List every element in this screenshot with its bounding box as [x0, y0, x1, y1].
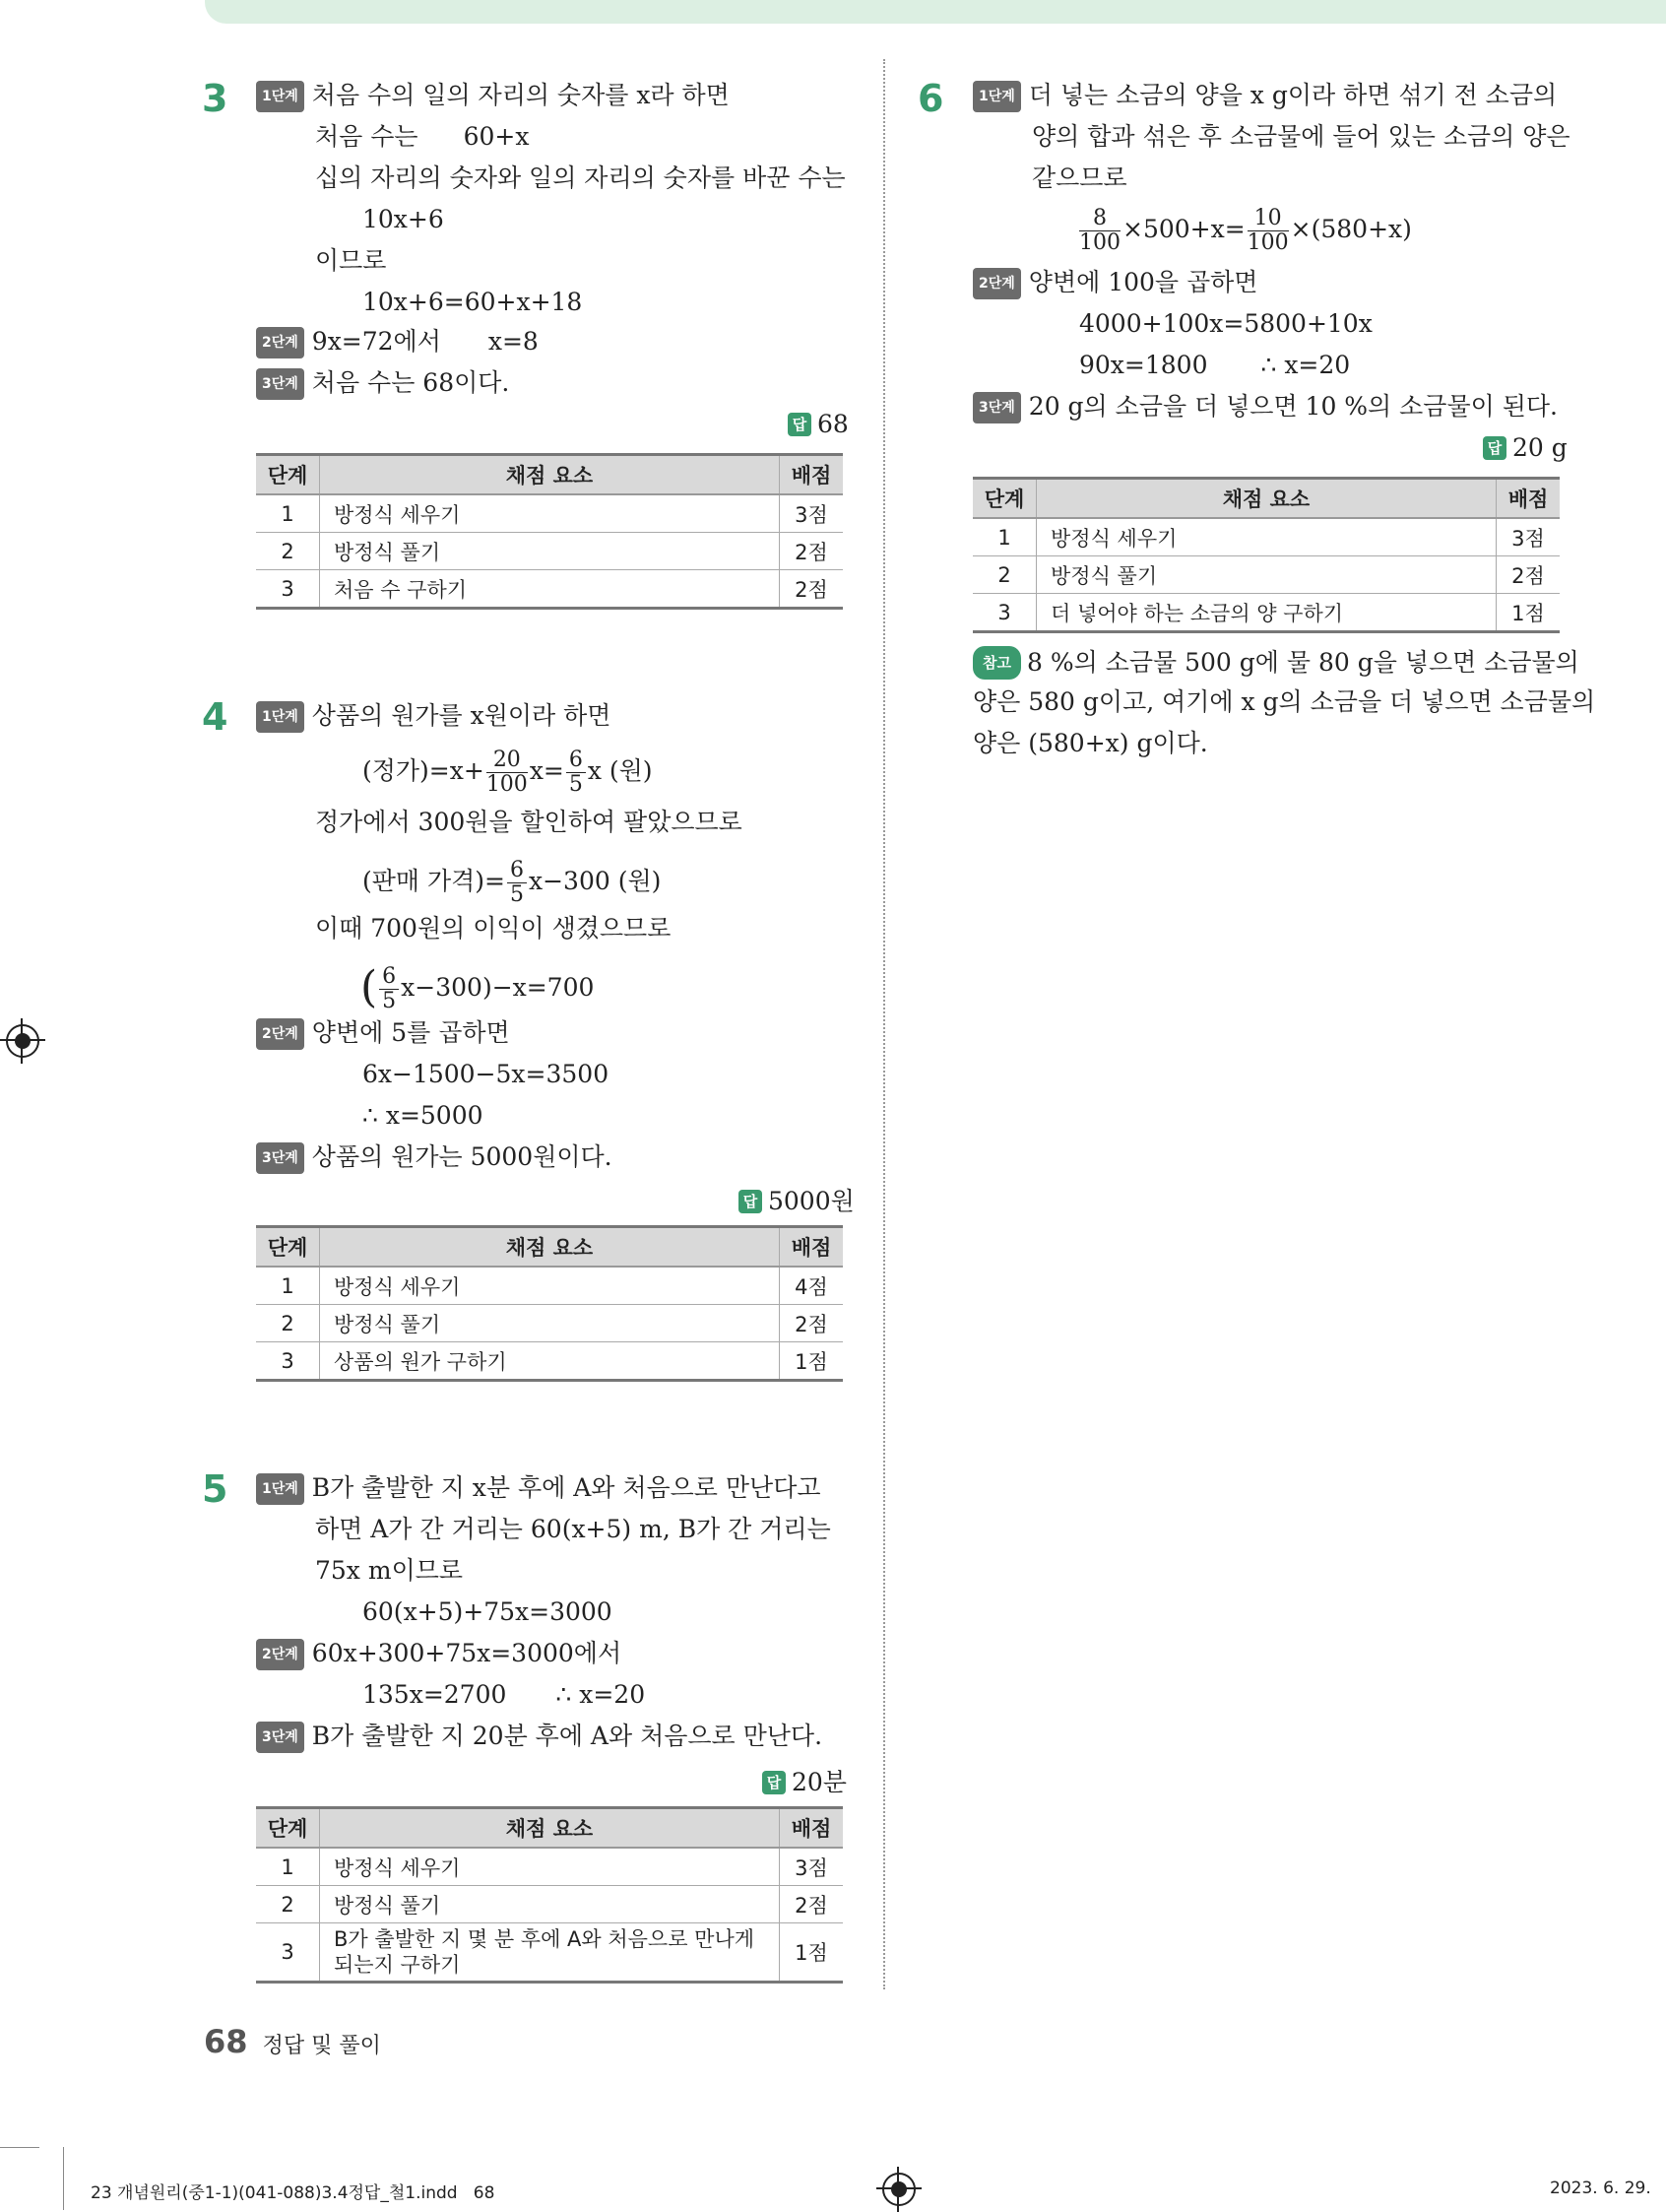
scoring-table	[973, 477, 1560, 633]
answer-icon: 답	[762, 1771, 786, 1794]
equation: ∴ x=20	[555, 1680, 646, 1709]
text: x−300 (원)	[529, 867, 662, 895]
step-badge: 2단계	[256, 1639, 304, 1670]
solution-line: 20 g의 소금을 더 넣으면 10 %의 소금물이 된다.	[1028, 392, 1558, 421]
text: 2	[256, 1886, 320, 1923]
text: x=	[529, 756, 564, 785]
step-badge: 1단계	[256, 81, 304, 112]
registration-mark-icon	[882, 2173, 916, 2206]
text: 1점	[780, 1342, 844, 1381]
column-divider	[883, 59, 885, 1989]
text: 100	[1247, 230, 1289, 255]
answer	[738, 1182, 855, 1217]
text: (판매 가격)=	[362, 867, 506, 895]
text: 처음 수 구하기	[320, 570, 780, 609]
section-title: 정답 및 풀이	[262, 2034, 381, 2058]
text: 단계	[973, 479, 1037, 519]
text: 3점	[780, 494, 844, 533]
equation: 10x+6=60+x+18	[362, 288, 583, 316]
problem-number: 6	[918, 77, 944, 120]
equation: 60(x+5)+75x=3000	[362, 1597, 612, 1626]
text: 8	[1079, 207, 1121, 231]
text: 6	[566, 748, 586, 773]
answer	[788, 410, 849, 438]
step-badge: 2단계	[256, 1018, 304, 1050]
text: 5000원	[768, 1187, 855, 1215]
solution-line: 이므로	[315, 246, 387, 275]
equation: 135x=2700	[362, 1680, 507, 1709]
note-line: 양은 (580+x) g이다.	[973, 729, 1208, 757]
solution-line: 양변에 100을 곱하면	[1028, 268, 1258, 296]
text: 상품의 원가 구하기	[320, 1342, 780, 1381]
solution-line: 상품의 원가를 x원이라 하면	[311, 701, 611, 730]
table-row	[256, 494, 843, 533]
solution-line: 같으므로	[1032, 163, 1127, 192]
table-row	[256, 1342, 843, 1381]
note-badge: 참고	[973, 646, 1021, 680]
text: 2	[256, 1305, 320, 1342]
table-row	[256, 570, 843, 609]
text: (	[360, 962, 378, 1012]
equation: 10x+6	[362, 205, 444, 233]
text: 2점	[780, 570, 844, 609]
solution-line: B가 출발한 지 20분 후에 A와 처음으로 만난다.	[311, 1722, 823, 1750]
text: 방정식 풀기	[320, 1305, 780, 1342]
text: 3	[256, 1342, 320, 1381]
text: 채점 요소	[1037, 479, 1497, 519]
equation	[360, 962, 595, 1013]
solution-line: 처음 수의 일의 자리의 숫자를 x라 하면	[311, 81, 730, 109]
text: 1점	[1497, 594, 1561, 632]
solution-line: 정가에서 300원을 할인하여 팔았으므로	[315, 808, 742, 836]
answer	[762, 1763, 847, 1798]
problem-number: 4	[202, 695, 228, 739]
text: )−x=700	[481, 973, 595, 1002]
solution-line: B가 출발한 지 x분 후에 A와 처음으로 만난다고	[311, 1473, 821, 1502]
step-badge: 1단계	[256, 701, 304, 733]
text: B가 출발한 지 몇 분 후에 A와 처음으로 만나게 되는지 구하기	[320, 1923, 780, 1983]
equation: 60+x	[463, 122, 530, 151]
table-row	[256, 1267, 843, 1305]
solution-line: 75x m이므로	[315, 1556, 464, 1585]
note-line: 양은 580 g이고, 여기에 x g의 소금을 더 넣으면 소금물의	[973, 687, 1596, 716]
page-footer	[204, 2023, 381, 2060]
note	[973, 646, 1579, 680]
text: 3점	[780, 1848, 844, 1886]
text: 방정식 세우기	[1037, 518, 1497, 556]
text: 방정식 세우기	[320, 1267, 780, 1305]
equation: 4000+100x=5800+10x	[1079, 309, 1373, 338]
print-date: 2023. 6. 29.	[1550, 2179, 1651, 2198]
text: 1	[256, 1848, 320, 1886]
text: 1	[973, 518, 1037, 556]
text: 6	[507, 859, 527, 883]
step-badge: 3단계	[256, 1142, 304, 1174]
equation: 9x=72에서	[311, 327, 441, 356]
scoring-table	[256, 453, 843, 610]
table-row	[973, 518, 1560, 556]
text: 3	[256, 570, 320, 609]
text: 5	[382, 989, 397, 1013]
text: 배점	[780, 1808, 844, 1849]
step-badge: 2단계	[973, 268, 1021, 299]
solution-line: 처음 수는	[315, 122, 418, 151]
scoring-table	[256, 1806, 843, 1984]
text: 방정식 세우기	[320, 1848, 780, 1886]
step-badge: 2단계	[256, 327, 304, 358]
text: 5	[510, 882, 525, 907]
equation	[1077, 207, 1412, 255]
text: x (원)	[587, 756, 653, 785]
text: 방정식 풀기	[320, 1886, 780, 1923]
step-badge: 1단계	[973, 81, 1021, 112]
text: 1	[256, 494, 320, 533]
solution-line: 양의 합과 섞은 후 소금물에 들어 있는 소금의 양은	[1032, 122, 1570, 151]
text: ×500+x=	[1122, 215, 1246, 243]
solution-line: 이때 700원의 이익이 생겼으므로	[315, 914, 672, 943]
answer	[1483, 433, 1568, 462]
step-badge: 3단계	[973, 392, 1021, 423]
text: 20 g	[1512, 433, 1568, 462]
equation: x=8	[487, 327, 539, 356]
equation: ∴ x=5000	[362, 1101, 483, 1130]
text: 20	[486, 748, 528, 773]
text: 2점	[1497, 556, 1561, 594]
equation	[362, 859, 661, 907]
answer-icon: 답	[738, 1190, 762, 1213]
text: 100	[485, 772, 528, 797]
text: 2	[256, 533, 320, 570]
equation: ∴ x=20	[1260, 351, 1351, 379]
text: 2점	[780, 1305, 844, 1342]
page-number: 68	[204, 2023, 248, 2060]
equation: 6x−1500−5x=3500	[362, 1060, 609, 1088]
text: ×(580+x)	[1290, 215, 1412, 243]
file-info: 23 개념원리(중1-1)(041-088)3.4정답_철1.indd 68	[91, 2183, 495, 2203]
text: 3점	[1497, 518, 1561, 556]
text: x−300	[401, 973, 482, 1002]
equation: 60x+300+75x=3000에서	[311, 1639, 622, 1667]
text: 채점 요소	[320, 1808, 780, 1849]
text: 단계	[256, 1808, 320, 1849]
text: 3	[256, 1923, 320, 1983]
solution-line: 더 넣는 소금의 양을 x g이라 하면 섞기 전 소금의	[1028, 81, 1558, 109]
text: 1점	[780, 1923, 844, 1983]
text: 방정식 풀기	[1037, 556, 1497, 594]
text: 배점	[1497, 479, 1561, 519]
text: 10	[1248, 207, 1289, 231]
text: 방정식 풀기	[320, 533, 780, 570]
table-row	[256, 533, 843, 570]
solution-line: 하면 A가 간 거리는 60(x+5) m, B가 간 거리는	[315, 1515, 831, 1543]
crop-mark	[63, 2147, 64, 2210]
text: 방정식 세우기	[320, 494, 780, 533]
table-row	[973, 594, 1560, 632]
text: 3	[973, 594, 1037, 632]
text: 68	[817, 410, 849, 438]
text: 2점	[780, 533, 844, 570]
text: 배점	[780, 1227, 844, 1268]
crop-mark	[0, 2147, 39, 2148]
text: 채점 요소	[320, 455, 780, 495]
text: 100	[1079, 230, 1121, 255]
registration-mark-icon	[6, 1024, 39, 1058]
answer-icon: 답	[788, 413, 811, 436]
table-row	[256, 1848, 843, 1886]
step-badge: 3단계	[256, 368, 304, 400]
solution-line: 상품의 원가는 5000원이다.	[311, 1142, 612, 1171]
table-row	[256, 1886, 843, 1923]
text: 배점	[780, 455, 844, 495]
text: 채점 요소	[320, 1227, 780, 1268]
solution-line: 양변에 5를 곱하면	[311, 1018, 510, 1047]
equation	[362, 748, 653, 797]
text: 6	[379, 965, 399, 990]
text: 4점	[780, 1267, 844, 1305]
step-badge: 1단계	[256, 1473, 304, 1505]
step-badge: 3단계	[256, 1722, 304, 1753]
text: 5	[568, 772, 583, 797]
text: 8 %의 소금물 500 g에 물 80 g을 넣으면 소금물의	[1026, 648, 1579, 677]
answer-icon: 답	[1483, 436, 1506, 460]
text: 2	[973, 556, 1037, 594]
text: (정가)=x+	[362, 756, 484, 785]
problem-number: 5	[202, 1467, 228, 1511]
table-row	[973, 556, 1560, 594]
scoring-table	[256, 1225, 843, 1382]
text: 단계	[256, 455, 320, 495]
table-row	[256, 1305, 843, 1342]
text: 더 넣어야 하는 소금의 양 구하기	[1037, 594, 1497, 632]
text: 20분	[792, 1768, 847, 1796]
equation: 90x=1800	[1079, 351, 1208, 379]
text: 2점	[780, 1886, 844, 1923]
text: 1	[256, 1267, 320, 1305]
text: 단계	[256, 1227, 320, 1268]
header-band	[205, 0, 1666, 24]
solution-line: 처음 수는 68이다.	[311, 368, 510, 397]
solution-line: 십의 자리의 숫자와 일의 자리의 숫자를 바꾼 수는	[315, 163, 846, 192]
table-row	[256, 1923, 843, 1983]
problem-number: 3	[202, 77, 228, 120]
